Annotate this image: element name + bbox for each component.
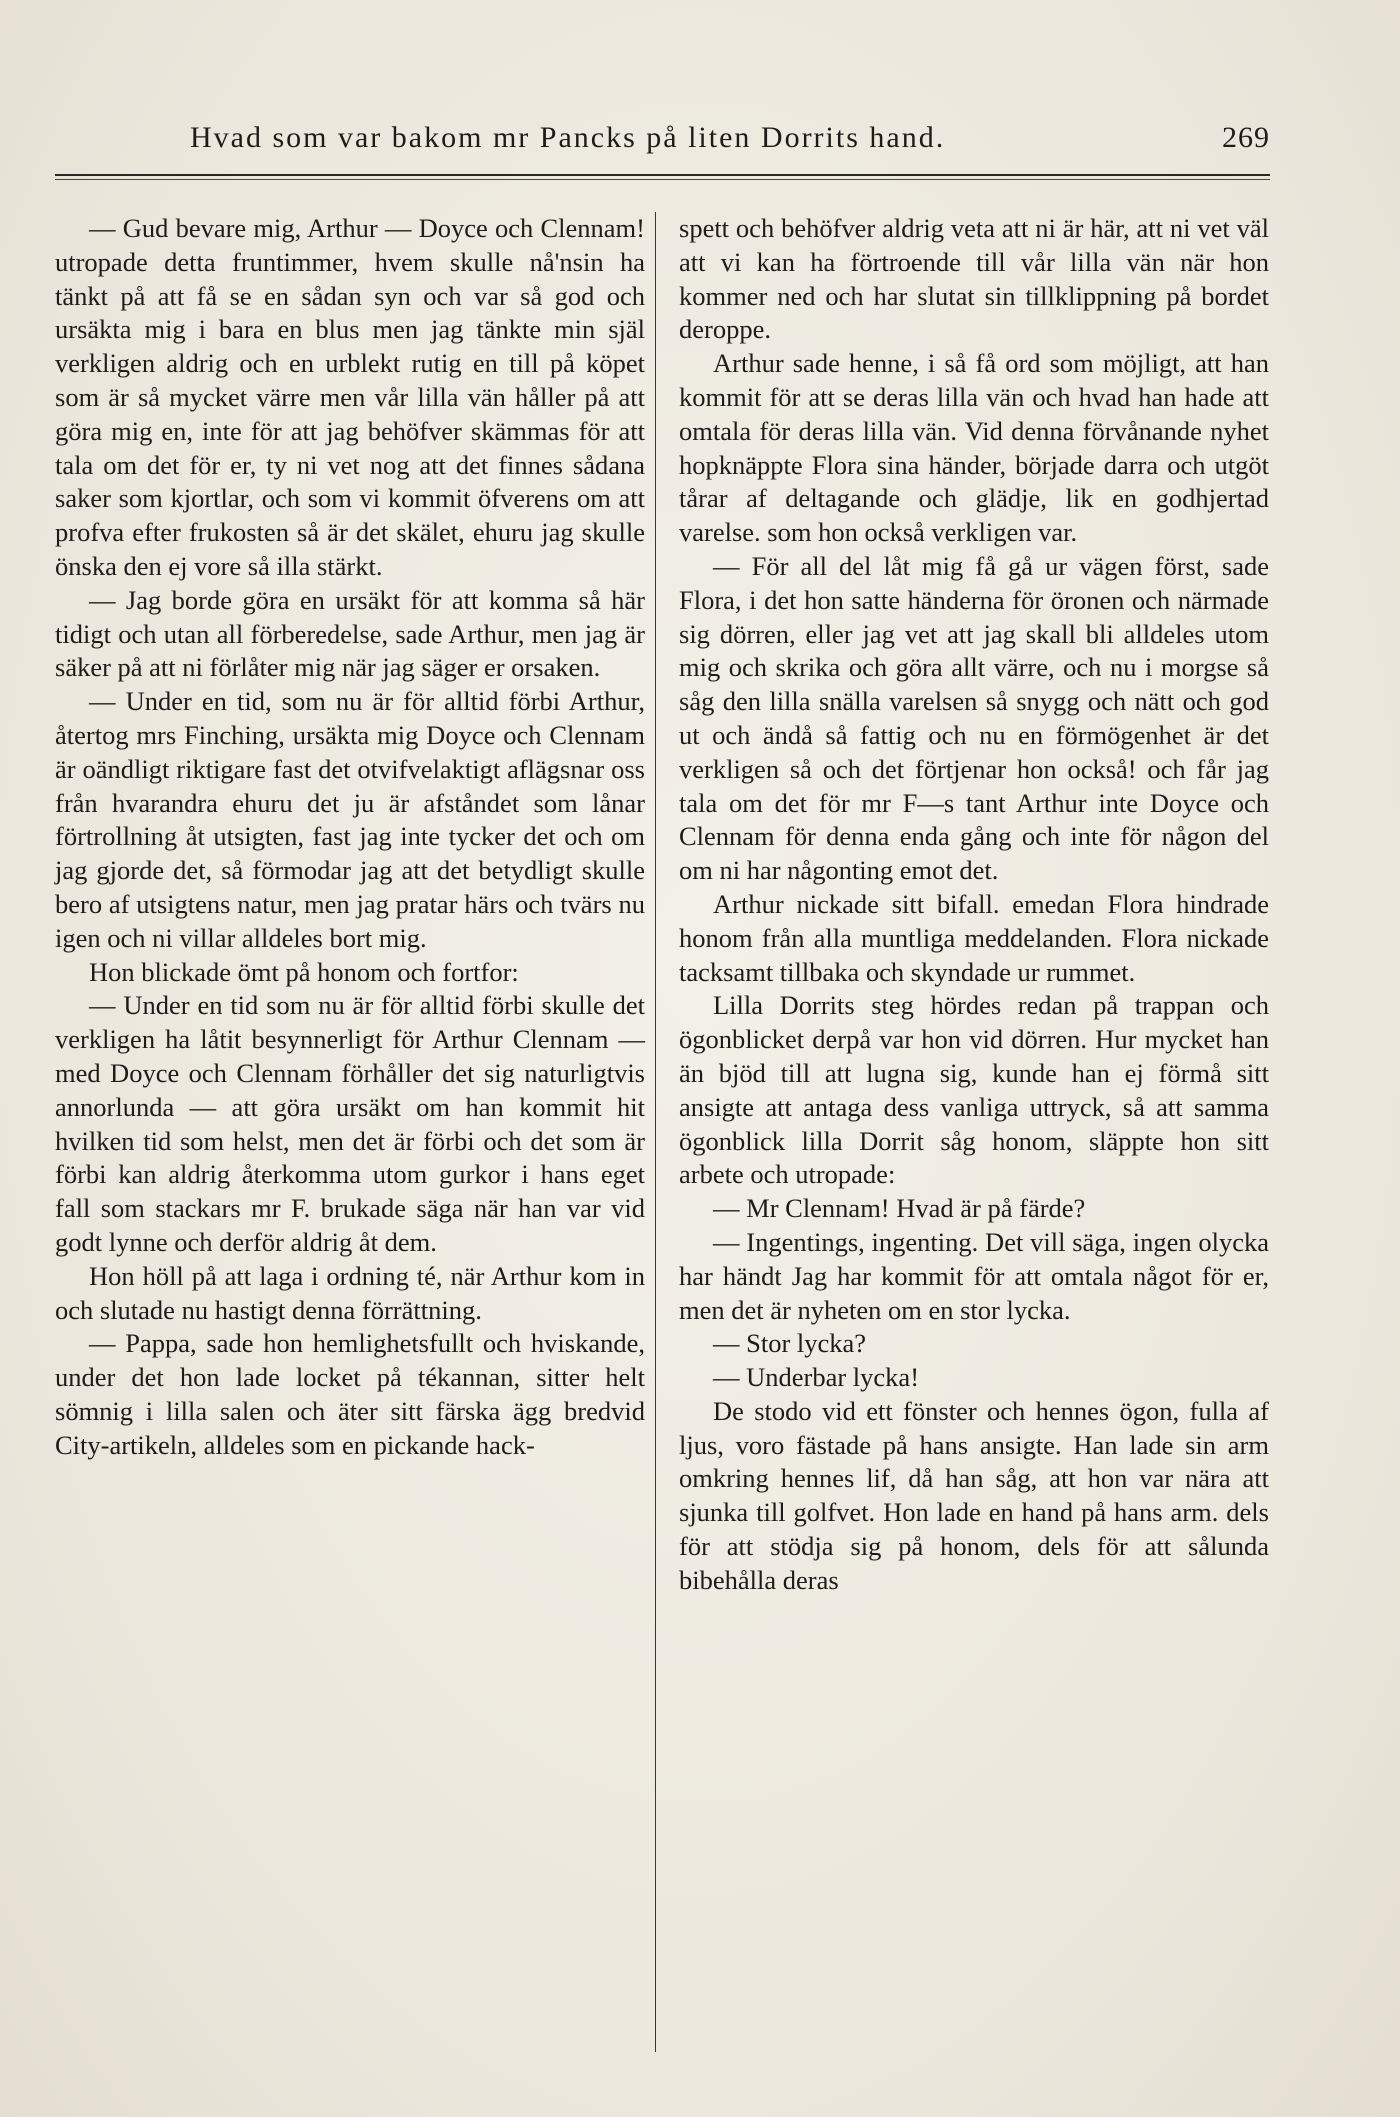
paragraph: De stodo vid ett fönster och hennes ögon, fulla af ljus, voro fästade på hans ansigte. Han lade sin arm omkring hennes lif, då han såg, att hon var nära att sjunka till golfvet. Hon lade en hand på hans arm. dels för att stödja sig på honom, dels för att sålunda bibehålla deras bbox=[679, 1395, 1269, 1595]
paragraph: — Stor lycka? bbox=[713, 1328, 867, 1359]
paragraph: Arthur nickade sitt bifall. emedan Flora hindrade honom från alla muntliga meddelanden. Flora nickade tacksamt tillbaka och skyndade ur rummet. bbox=[679, 888, 1269, 987]
left-column bbox=[55, 212, 645, 1462]
paragraph: Hon höll på att laga i ordning té, när Arthur kom in och slutade nu hastigt denna förrättning. bbox=[55, 1260, 645, 1325]
paragraph: Hon blickade ömt på honom och fortfor: bbox=[89, 956, 519, 987]
right-column bbox=[679, 212, 1269, 1598]
paragraph: — Mr Clennam! Hvad är på färde? bbox=[713, 1193, 1086, 1224]
paragraph: — Under en tid som nu är för alltid förbi skulle det verkligen ha låtit besynnerligt för Arthur Clennam — med Doyce och Clennam förhåller det sig naturligtvis annorlunda — att göra ursäkt om han kommit hit hvilken tid som helst, men det är förbi och det som är förbi kan aldrig återkomma utom gurkor i hans eget fall som stackars mr F. brukade säga när han var vid godt lynne och derför aldrig åt dem. bbox=[55, 990, 645, 1257]
page-number: 269 bbox=[1222, 121, 1270, 154]
paragraph: — Jag borde göra en ursäkt för att komma så här tidigt och utan all förberedelse, sade Arthur, men jag är säker på att ni förlåter mig när jag säger er orsaken. bbox=[55, 584, 645, 683]
header-rule bbox=[55, 174, 1270, 176]
paragraph: — Underbar lycka! bbox=[713, 1362, 920, 1393]
paragraph: spett och behöfver aldrig veta att ni är här, att ni vet väl att vi kan ha förtroende till vår lilla vän när hon kommer ned och har slutat sin tillklippning på bordet deroppe. bbox=[679, 213, 1269, 345]
paragraph: — Pappa, sade hon hemlighetsfullt och hviskande, under det hon lade locket på tékannan, sitter helt sömnig i lilla salen och äter sitt färska ägg bredvid City-artikeln, alldeles som en pickande hack- bbox=[55, 1328, 645, 1460]
paragraph: — Ingentings, ingenting. Det vill säga, ingen olycka har händt Jag har kommit för att omtala något för er, men det är nyheten om en stor lycka. bbox=[679, 1226, 1269, 1325]
running-title: Hvad som var bakom mr Pancks på liten Dorrits hand. bbox=[190, 121, 946, 154]
paragraph: — Gud bevare mig, Arthur — Doyce och Clennam! utropade detta fruntimmer, hvem skulle nå'nsin ha tänkt på att få se en sådan syn och var så god och ursäkta mig i bara en blus men jag tänkte min själ verkligen aldrig och en urblekt rutig en till på köpet som är så mycket värre men vår lilla vän håller på att göra mig en, inte för att jag behöfver skämmas för att tala om det för er, ty ni vet nog att det finnes sådana saker som kjortlar, och som vi kommit öfverens om att profva efter frukosten så är det skälet, ehuru jag skulle önska den ej vore så illa stärkt. bbox=[55, 213, 645, 581]
paragraph: Arthur sade henne, i så få ord som möjligt, att han kommit för att se deras lilla vän och hvad han hade att omtala för deras lilla vän. Vid denna förvånande nyhet hopknäppte Flora sina händer, började darra och utgöt tårar af deltagande och glädje, lik en godhjertad varelse. som hon också verkligen var. bbox=[679, 348, 1269, 548]
paragraph: — Under en tid, som nu är för alltid förbi Arthur, återtog mrs Finching, ursäkta mig Doyce och Clennam är oändligt riktigare fast det otvifvelaktigt aflägsnar oss från hvarandra ehuru det ju är afståndet som lånar förtrollning åt utsigten, fast jag inte tycker det och om jag gjorde det, så förmodar jag att det betydligt skulle bero af utsigtens natur, men jag pratar härs och tvärs nu igen och ni villar alldeles bort mig. bbox=[55, 686, 645, 953]
paragraph: — För all del låt mig få gå ur vägen först, sade Flora, i det hon satte händerna för öronen och närmade sig dörren, eller jag vet att jag skall bli alldeles utom mig och skrika och göra allt värre, och nu i morgse så såg den lilla snälla varelsen så snygg och nätt och god ut och ändå så fattig och nu en förmögenhet är det verkligen så och det förtjenar hon också! och får jag tala om det för mr F—s tant Arthur inte Doyce och Clennam för denna enda gång och inte för någon del om ni har någonting emot det. bbox=[679, 550, 1269, 886]
paragraph: Lilla Dorrits steg hördes redan på trappan och ögonblicket derpå var hon vid dörren. Hur mycket han än bjöd till att lugna sig, kunde han ej förmå sitt ansigte att antaga dess vanliga uttryck, så att samma ögonblick lilla Dorrit såg honom, släppte hon sitt arbete och utropade: bbox=[679, 990, 1269, 1190]
running-header bbox=[190, 118, 1270, 158]
header-rule-thin bbox=[55, 179, 1270, 180]
column-divider bbox=[655, 212, 656, 2052]
